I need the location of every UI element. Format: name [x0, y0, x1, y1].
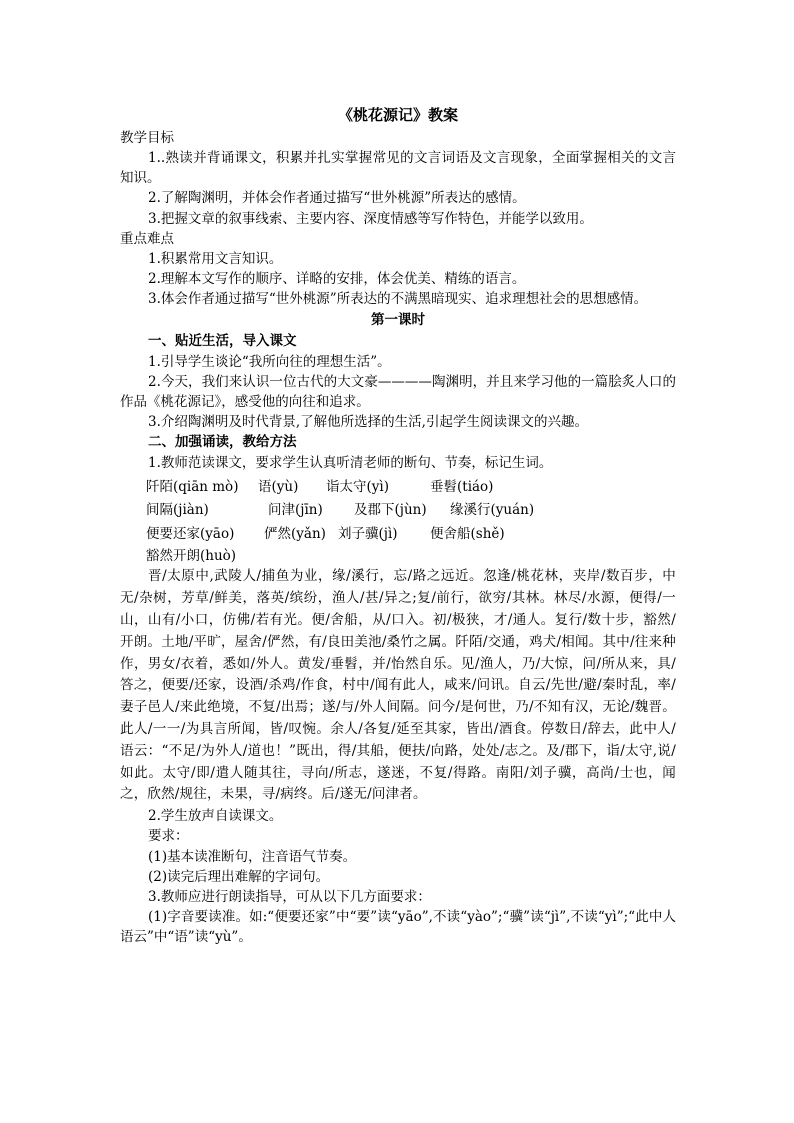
- section1-item: 1.引导学生谈论“我所向往的理想生活”。: [148, 353, 391, 370]
- vocab-row: [120, 546, 676, 566]
- key-point-item: 1.积累常用文言知识。: [148, 250, 283, 267]
- requirement-item: (2)读完后理出难解的字词句。: [148, 868, 330, 885]
- page-title: 《桃花源记》教案: [337, 106, 458, 124]
- vocab-word: 语(yù): [258, 478, 299, 495]
- annotated-text: 晋/太原中,武陵人/捕鱼为业，缘/溪行，忘/路之远近。忽逢/桃花林，夹岸/数百步，中无/杂树，芳草/鲜美，落英/缤纷，渔人/甚/异之;复/前行，欲穷/其林。林尽/水源，便得/一山，山有/小口，仿佛/若有光。便/舍船，从/口入。初/极狭，才/通人。复行/数十步，豁然/开朗。土地/平旷，屋舍/俨然，有/良田美池/桑竹之属。阡陌/交通，鸡犬/相闻。其中/往来种作，男女/衣着，悉如/外人。黄发/垂髫，并/怡然自乐。见/渔人，乃/大惊，问/所从来，具/答之，便要/还家，设酒/杀鸡/作食，村中/闻有此人，咸来/问讯。自云/先世/避/秦时乱，率/妻子邑人/来此绝境，不复/出焉；遂/与/外人间隔。问今/是何世，乃/不知有汉，无论/魏晋。此人/一一/为具言所闻，皆/叹惋。余人/各复/延至其家，皆出/酒食。停数日/辞去，此中人/语云：“不足/为外人/道也！”既出，得/其船，便扶/向路，处处/志之。及/郡下，诣/太守,说/如此。太守/即/遣人随其往，寻向/所志，遂迷，不复/得路。南阳/刘子骥，高尚/士也，闻之，欣然/规往，未果，寻/病终。后/遂无/问津者。: [120, 568, 676, 803]
- objective-item: 1..熟读并背诵课文，积累并扎实掌握常见的文言词语及文言现象，全面掌握相关的文言知识。: [120, 150, 676, 187]
- requirement-item: (1)基本读准断句，注音语气节奏。: [148, 848, 357, 865]
- key-point-item: 3.体会作者通过描写“世外桃源”所表达的不满黑暗现实、追求理想社会的思想感情。: [148, 291, 648, 308]
- vocab-word: 便舍船(shě): [430, 525, 505, 542]
- section2-heading: 二、加强诵读，教给方法: [148, 434, 297, 451]
- lesson-heading: 第一课时: [371, 312, 425, 329]
- vocab-word: 诣太守(yì): [326, 478, 389, 495]
- objective-item: 2.了解陶渊明，并体会作者通过描写“世外桃源”所表达的感情。: [148, 190, 526, 207]
- step2: 2.学生放声自读课文。: [148, 808, 283, 825]
- objective-item: 3.把握文章的叙事线索、主要内容、深度情感等写作特色，并能学以致用。: [148, 210, 593, 227]
- step3: 3.教师应进行朗读指导，可从以下几方面要求：: [148, 888, 431, 905]
- document-page: [120, 102, 676, 948]
- vocab-word: 阡陌(qiān mò): [146, 478, 239, 495]
- vocab-word: 便要还家(yāo): [146, 525, 235, 542]
- section1-heading: 一、贴近生活，导入课文: [148, 333, 297, 350]
- vocab-list: [120, 476, 676, 567]
- key-point-item: 2.理解本文写作的顺序、详略的安排，体会优美、精练的语言。: [148, 271, 526, 288]
- vocab-word: 间隔(jiàn): [146, 502, 209, 519]
- vocab-row: [120, 499, 676, 523]
- vocab-word: 缘溪行(yuán): [450, 502, 535, 519]
- section1-item: 3.介绍陶渊明及时代背景,了解他所选择的生活,引起学生阅读课文的兴趣。: [148, 414, 588, 431]
- section2-intro: 1.教师范读课文，要求学生认真听清老师的断句、节奏，标记生词。: [148, 454, 553, 471]
- objectives-heading: 教学目标: [120, 130, 174, 146]
- step3-item: (1)字音要读准。如:“便要还家”中“要”读“yāo”,不读“yào”;“骥”读“jì”,不读“yì”;“此中人语云”中“语”读“yù”。: [120, 909, 676, 946]
- vocab-row: [120, 523, 676, 547]
- vocab-word: 及郡下(jùn): [354, 502, 427, 519]
- vocab-word: 俨然(yǎn): [264, 525, 326, 542]
- vocab-word: 刘子骥(jì): [338, 525, 398, 542]
- vocab-row: [120, 476, 676, 500]
- vocab-word: 问津(jīn): [268, 502, 323, 519]
- requirements-label: 要求：: [148, 828, 189, 845]
- vocab-word: 垂髫(tiáo): [430, 478, 494, 495]
- section1-item: 2.今天，我们来认识一位古代的大文豪————陶渊明，并且来学习他的一篇脍炙人口的作品《桃花源记》，感受他的向往和追求。: [120, 373, 676, 411]
- key-points-heading: 重点难点: [120, 230, 174, 247]
- vocab-word: 豁然开朗(huò): [146, 548, 237, 565]
